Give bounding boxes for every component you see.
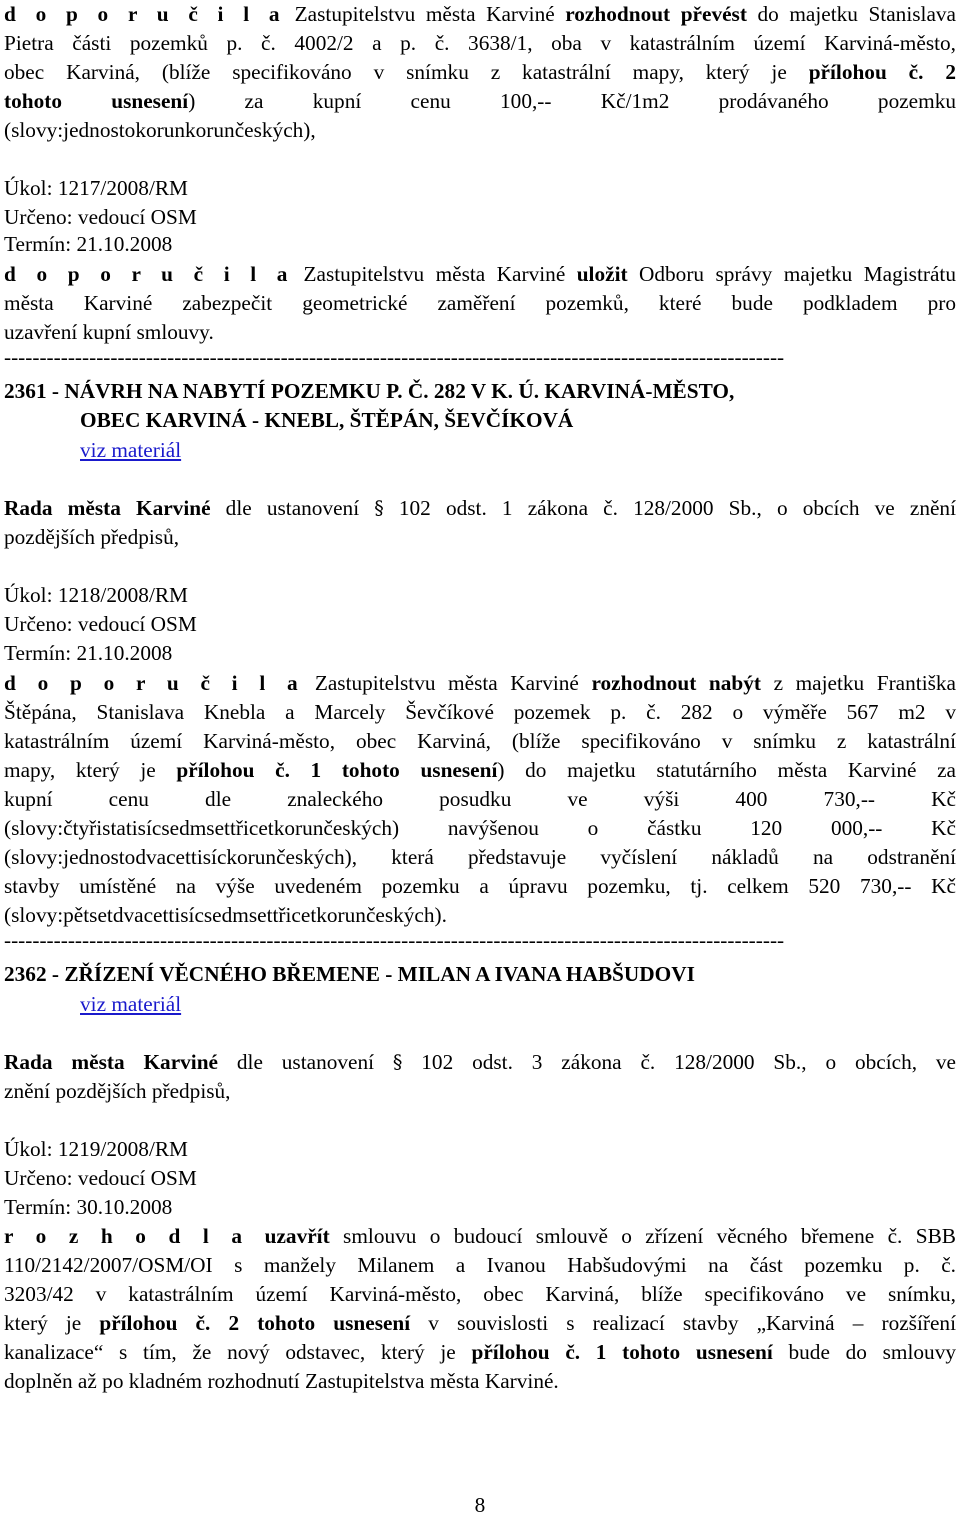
deadline: Termín: 21.10.2008 — [4, 232, 173, 256]
separator-line: -------------------------------------------------------------------------------------------------------------- — [4, 928, 785, 952]
spaced-verb: d o p o r u č i l a — [4, 262, 293, 286]
text-line: (slovy:čtyřistatisícsedmsettřicetkorunčeských) navýšenou o částku 120 000,-- Kč — [4, 816, 956, 840]
text-line: tohoto usnesení) za kupní cenu 100,-- Kč/1m2 prodávaného pozemku — [4, 89, 956, 113]
text-line: 110/2142/2007/OSM/OI s manžely Milanem a Ivanou Habšudovými na část pozemku p. č. — [4, 1253, 956, 1277]
text-line: pozdějších předpisů, — [4, 525, 180, 549]
text-line: katastrálním území Karviná-město, obec Karviná, (blíže specifikováno v snímku z katastrální — [4, 729, 956, 753]
authority-line: Rada města Karviné dle ustanovení § 102 odst. 3 zákona č. 128/2000 Sb., o obcích, ve — [4, 1050, 957, 1074]
text-line: mapy, který je přílohou č. 1 tohoto usnesení) do majetku statutárního města Karviné za — [4, 758, 956, 782]
resolution-line: d o p o r u č i l a Zastupitelstvu města Karviné uložit Odboru správy majetku Magistrátu — [4, 262, 956, 286]
task-id: Úkol: 1219/2008/RM — [4, 1137, 188, 1161]
resolution-line: r o z h o d l a uzavřít smlouvu o budoucí smlouvě o zřízení věcného břemene č. SBB — [4, 1224, 956, 1248]
text-line: doplněn až po kladném rozhodnutí Zastupitelstva města Karviné. — [4, 1369, 559, 1393]
item-title: OBEC KARVINÁ - KNEBL, ŠTĚPÁN, ŠEVČÍKOVÁ — [80, 408, 574, 432]
text-line: města Karviné zabezpečit geometrické zaměření pozemků, které bude podkladem pro — [4, 291, 956, 315]
task-id: Úkol: 1218/2008/RM — [4, 583, 188, 607]
text-line: kanalizace“ s tím, že nový odstavec, který je přílohou č. 1 tohoto usnesení bude do smlouvy — [4, 1340, 956, 1364]
spaced-verb: d o p o r u č i l a — [4, 671, 303, 695]
task-id: Úkol: 1217/2008/RM — [4, 176, 188, 200]
assigned-to: Určeno: vedoucí OSM — [4, 1166, 197, 1190]
text-line: (slovy:pětsetdvacettisícsedmsettřicetkorunčeských). — [4, 903, 447, 927]
section-sign: § — [392, 1051, 403, 1073]
text-line: který je přílohou č. 2 tohoto usnesení v souvislosti s realizací stavby „Karviná – rozšíření — [4, 1311, 956, 1335]
view-material-link[interactable]: viz materiál — [80, 438, 182, 462]
resolution-line: d o p o r u č i l a Zastupitelstvu města Karviné rozhodnout převést do majetku Stanislava — [4, 2, 956, 26]
text-line: znění pozdějších předpisů, — [4, 1079, 231, 1103]
text-line: obec Karviná, (blíže specifikováno v snímku z katastrální mapy, který je přílohou č. 2 — [4, 60, 956, 84]
text-line: 3203/42 v katastrálním území Karviná-město, obec Karviná, blíže specifikováno ve snímku, — [4, 1282, 956, 1306]
view-material-link[interactable]: viz materiál — [80, 992, 182, 1016]
deadline: Termín: 30.10.2008 — [4, 1195, 173, 1219]
separator-line: -------------------------------------------------------------------------------------------------------------- — [4, 345, 785, 369]
text-line: stavby umístěné na výše uvedeném pozemku a úpravu pozemku, tj. celkem 520 730,-- Kč — [4, 874, 956, 898]
item-title: 2362 - ZŘÍZENÍ VĚCNÉHO BŘEMENE - MILAN A IVANA HABŠUDOVI — [4, 962, 695, 986]
spaced-verb: d o p o r u č i l a — [4, 2, 285, 26]
text-line: Pietra části pozemků p. č. 4002/2 a p. č. 3638/1, oba v katastrálním území Karviná-město, — [4, 31, 956, 55]
page-number: 8 — [474, 1493, 486, 1517]
section-sign: § — [374, 497, 384, 519]
spaced-verb: r o z h o d l a — [4, 1224, 247, 1248]
assigned-to: Určeno: vedoucí OSM — [4, 205, 197, 229]
assigned-to: Určeno: vedoucí OSM — [4, 612, 197, 636]
text-line: Štěpána, Stanislava Knebla a Marcely Ševčíkové pozemek p. č. 282 o výměře 567 m2 v — [4, 700, 956, 724]
resolution-line: d o p o r u č i l a Zastupitelstvu města Karviné rozhodnout nabýt z majetku Františka — [4, 671, 957, 695]
deadline: Termín: 21.10.2008 — [4, 641, 173, 665]
text-line: (slovy:jednostodvacettisíckorunčeských), která představuje vyčíslení nákladů na odstranění — [4, 845, 956, 869]
text-line: kupní cenu dle znaleckého posudku ve výši 400 730,-- Kč — [4, 787, 956, 811]
item-title: 2361 - NÁVRH NA NABYTÍ POZEMKU P. Č. 282 V K. Ú. KARVINÁ-MĚSTO, — [4, 379, 735, 403]
text-line: uzavření kupní smlouvy. — [4, 320, 214, 344]
text-line: (slovy:jednostokorunkorunčeských), — [4, 118, 316, 142]
authority-line: Rada města Karviné dle ustanovení § 102 odst. 1 zákona č. 128/2000 Sb., o obcích ve znění — [4, 496, 956, 520]
